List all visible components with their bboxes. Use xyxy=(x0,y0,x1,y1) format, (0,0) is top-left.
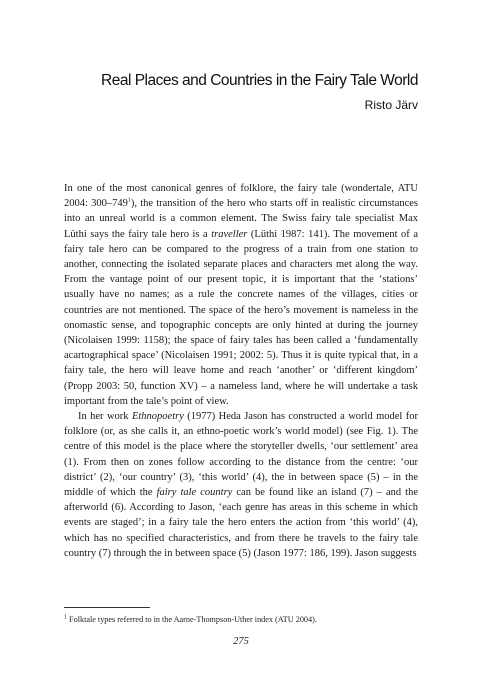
article-title: Real Places and Countries in the Fairy Tale World xyxy=(101,72,418,89)
paragraph-1 xyxy=(64,181,418,409)
p1-text-a: In one of the most canonical genres of folklore, the fairy tale (wondertale, ATU 2004: 300–749 xyxy=(64,183,418,210)
p1-text-c: (Lüthi 1987: 141). The movement of a fairy tale hero can be compared to the progress of a train from one station to another, connecting the isolated separate places and characters met along the way. From the vantage point of our present topic, it is important that the ‘stations’ usually have no names; as a rule the concrete names of the villages, cities or countries are not mentioned. The space of the hero’s movement is nameless in the onomastic sense, and topographic concepts are only hinted at during the journey (Nicolaisen 1999: 1158); the space of fairy tales has been called a ‘fundamentally acartographical space’ (Nicolaisen 1991; 2002: 5). Thus it is quite typical that, in a fairy tale, the hero will leave home and reach ‘another’ or ‘different kingdom’ (Propp 2003: 50, function XV) – a nameless land, where he will undertake a task important from the tale’s point of view. xyxy=(64,228,418,407)
p1-emphasis-traveller: traveller xyxy=(211,228,248,240)
p2-text-b: (1977) Heda Jason has constructed a world model for folklore (or, as she calls it, an ethno-poetic work’s world model) (see Fig. 1). The centre of this model is the place where the storyteller dwells, ‘our settlement’ area (1). From then on zones follow according to the distance from the centre: ‘our district’ (2), ‘our country’ (3), ‘this world’ (4), the in between space (5) – in the middle of which the xyxy=(64,411,418,499)
footnote-rule xyxy=(64,607,150,608)
footnote-marker: 1 xyxy=(64,614,67,621)
p2-emphasis-fairy-tale-country: fairy tale country xyxy=(156,487,233,499)
p2-text-c: can be found like an island (7) – and the afterworld (6). According to Jason, ‘each genre has areas in this scheme in which events are staged’; in a fairy tale the hero enters the action from ‘this world’ (4), which has no specified characteristics, and from there he travels to the fairy tale country (7) through the in between space (5) (Jason 1977: 186, 199). Jason suggests xyxy=(64,487,418,559)
p1-text-b: ), the transition of the hero who starts off in realistic circumstances into an unreal world is a common element. The Swiss fairy tale specialist Max Lüthi says the fairy tale hero is a xyxy=(64,198,419,240)
footnote-ref-1: 1 xyxy=(127,197,131,204)
author-name: Risto Järv xyxy=(364,98,418,112)
body-text xyxy=(64,181,418,561)
page-number: 275 xyxy=(233,636,249,647)
footnote xyxy=(64,614,418,625)
p2-text-a: In her work xyxy=(78,411,132,423)
p2-emphasis-ethnopoetry: Ethnopoetry xyxy=(131,411,184,423)
paragraph-2 xyxy=(64,409,418,561)
footnote-text: Folktale types referred to in the Aarne-Thompson-Uther index (ATU 2004). xyxy=(67,615,317,624)
